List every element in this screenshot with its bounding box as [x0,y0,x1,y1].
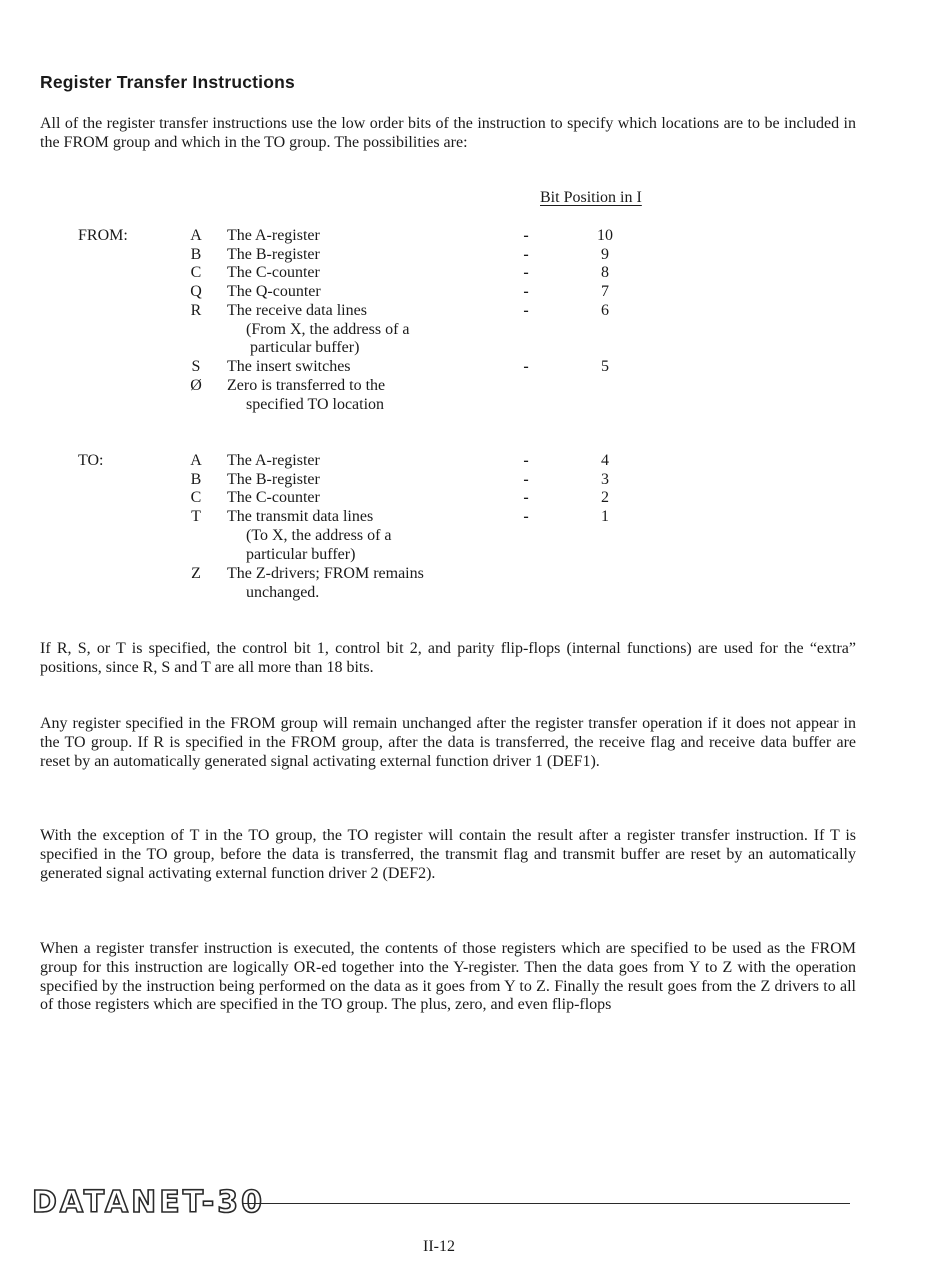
row-description: The receive data lines [227,302,367,319]
row-dash: - [523,227,529,244]
table-row [0,358,950,377]
row-description: The C-counter [227,489,320,506]
from-group-label: FROM: [78,227,128,244]
table-row [0,264,950,283]
row-letter: S [191,358,201,375]
row-letter: R [190,302,202,319]
table-row [0,302,950,321]
row-description: particular buffer) [246,546,356,563]
row-dash: - [523,452,529,469]
row-description: The insert switches [227,358,351,375]
row-dash: - [523,489,529,506]
row-description: (To X, the address of a [246,527,392,544]
row-description: The A-register [227,452,320,469]
row-dash: - [523,283,529,300]
page-number: II-12 [423,1238,455,1255]
row-dash: - [523,471,529,488]
row-description: The B-register [227,471,320,488]
row-letter: A [190,452,202,469]
paragraph-execution: When a register transfer instruction is executed, the contents of those registers which are specified to be used as the FROM group for this instruction are logically OR-ed together into the Y-register. Then the data goes from Y to Z with the operation specified by the instruction being performed on the data as it goes from Y to Z. Finally the result goes from the Z drivers to all of those registers which are specified in the TO group. The plus, zero, and even flip-flops [40,940,856,1014]
table-row [0,508,950,527]
table-row-continuation [0,584,950,603]
row-bit-position: 3 [601,471,609,488]
bit-position-header: Bit Position in I [540,189,642,206]
row-dash: - [523,302,529,319]
row-description: The A-register [227,227,320,244]
row-bit-position: 6 [601,302,609,319]
section-heading: Register Transfer Instructions [40,72,295,92]
row-letter: Z [191,565,201,582]
row-letter: B [190,246,202,263]
row-letter: Q [190,283,202,300]
row-letter: C [190,264,202,281]
paragraph-from-group: Any register specified in the FROM group will remain unchanged after the register transfer operation if it does not appear in the TO group. If R is specified in the FROM group, after the data is transferred, the receive flag and receive data buffer are reset by an automatically generated signal activating external function driver 1 (DEF1). [40,715,856,770]
table-row-continuation [0,339,950,358]
row-dash: - [523,264,529,281]
table-row [0,471,950,490]
row-description: The Z-drivers; FROM remains [227,565,424,582]
row-description: unchanged. [246,584,320,601]
table-row-continuation [0,321,950,340]
row-bit-position: 4 [601,452,609,469]
table-row-continuation [0,546,950,565]
row-letter: Ø [190,377,202,394]
row-bit-position: 5 [601,358,609,375]
table-row-continuation [0,527,950,546]
row-dash: - [523,358,529,375]
row-description: The B-register [227,246,320,263]
row-bit-position: 1 [601,508,609,525]
row-letter: T [191,508,201,525]
table-row [0,246,950,265]
row-description: The transmit data lines [227,508,374,525]
row-dash: - [523,508,529,525]
row-description: The C-counter [227,264,320,281]
row-description: The Q-counter [227,283,321,300]
row-dash: - [523,246,529,263]
row-description: (From X, the address of a [246,321,410,338]
row-letter: C [190,489,202,506]
table-row [0,452,950,471]
datanet-30-logo: DATANET-30 [32,1185,265,1220]
row-bit-position: 9 [601,246,609,263]
table-row [0,377,950,396]
table-row [0,489,950,508]
intro-paragraph: All of the register transfer instructions use the low order bits of the instruction to specify which locations are to be included in the FROM group and which in the TO group. The possibilities are: [40,115,856,151]
row-letter: A [190,227,202,244]
table-row-continuation [0,396,950,415]
table-row [0,283,950,302]
row-bit-position: 10 [597,227,613,244]
row-letter: B [190,471,202,488]
row-description: Zero is transferred to the [227,377,386,394]
paragraph-extra-positions: If R, S, or T is specified, the control bit 1, control bit 2, and parity flip-flops (internal functions) are used for the “extra” positions, since R, S and T are all more than 18 bits. [40,640,856,676]
row-description: particular buffer) [250,339,360,356]
table-row [0,565,950,584]
to-group-label: TO: [78,452,104,469]
row-bit-position: 7 [601,283,609,300]
table-row [0,227,950,246]
paragraph-to-group: With the exception of T in the TO group, the TO register will contain the result after a register transfer instruction. If T is specified in the TO group, before the data is transferred, the transmit flag and transmit buffer are reset by an automatically generated signal activating external function driver 2 (DEF2). [40,827,856,882]
row-bit-position: 8 [601,264,609,281]
row-bit-position: 2 [601,489,609,506]
row-description: specified TO location [246,396,385,413]
footer-rule [243,1203,850,1204]
